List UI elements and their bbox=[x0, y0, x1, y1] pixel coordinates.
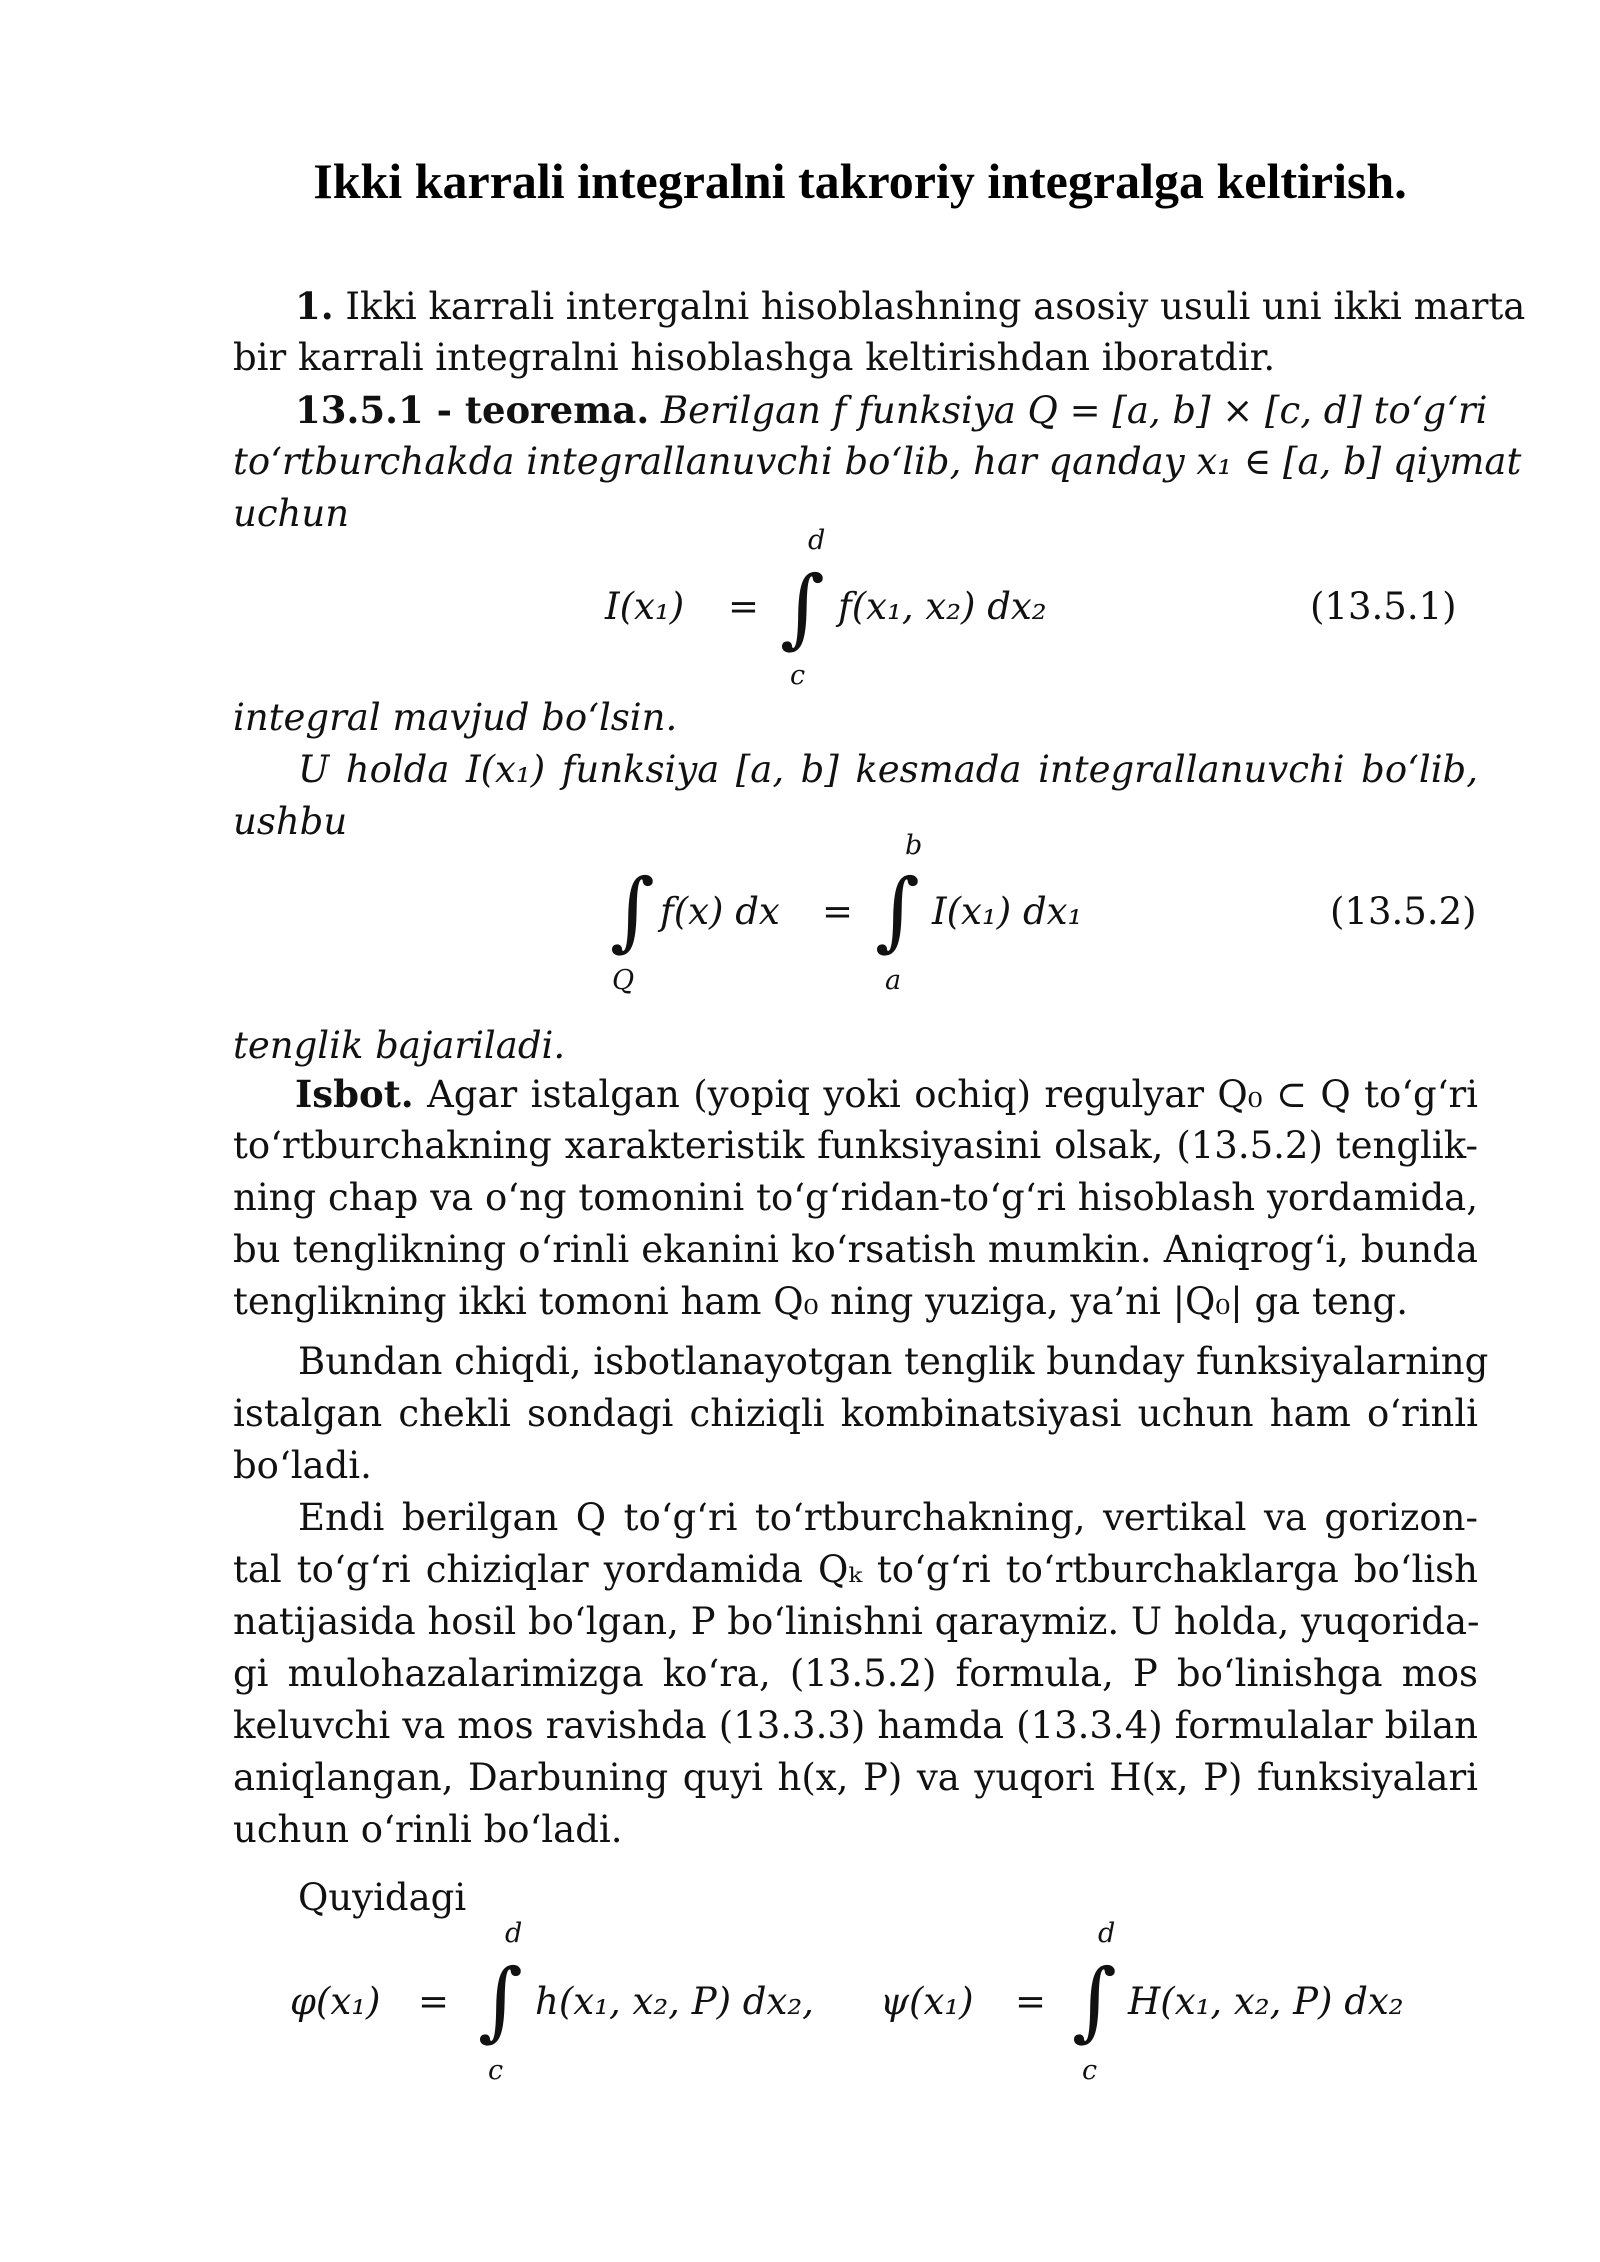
eq3-upper-2: d bbox=[1098, 1918, 1116, 1949]
eq3-lower-2: c bbox=[1082, 2055, 1098, 2086]
after-eq1-text: integral mavjud bo‘lsin. bbox=[233, 696, 678, 739]
eq3-equals-2: = bbox=[1015, 1980, 1047, 2023]
eq1-number: (13.5.1) bbox=[1310, 585, 1457, 628]
proof-label: Isbot. bbox=[295, 1072, 414, 1116]
quyidagi-text: Quyidagi bbox=[298, 1876, 467, 1919]
integral-sign: ∫ bbox=[478, 1951, 523, 2051]
eq3-integrand-1: h(x₁, x₂, P) dx₂, bbox=[535, 1980, 814, 2023]
eq1-lower-limit: c bbox=[790, 660, 806, 691]
integral-sign: ∫ bbox=[780, 558, 825, 658]
eq2-lower-left: Q bbox=[612, 965, 635, 996]
proof-text-1: Agar istalgan (yopiq yoki ochiq) regulyar Q₀ ⊂ Q to‘g‘ri bbox=[427, 1073, 1478, 1116]
intro-text-1: Ikki karrali intergalni hisoblashning asosiy usuli uni ikki marta bbox=[345, 285, 1526, 328]
eq3-upper-1: d bbox=[505, 1918, 523, 1949]
eq3-phi: φ(x₁) bbox=[290, 1980, 381, 2023]
then-line-1: U holda I(x₁) funksiya [a, b] kesmada integrallanuvchi bo‘lib, bbox=[298, 748, 1478, 791]
proof-line-5: tenglikning ikki tomoni ham Q₀ ning yuziga, ya’ni |Q₀| ga teng. bbox=[233, 1280, 1408, 1323]
para3-line-6: aniqlangan, Darbuning quyi h(x, P) va yuqori H(x, P) funksiyalari bbox=[233, 1756, 1478, 1799]
theorem-text-1: Berilgan f funksiya Q = [a, b] × [c, d] to‘g‘ri bbox=[660, 389, 1488, 432]
proof-line-2: to‘rtburchakning xarakteristik funksiyasini olsak, (13.5.2) tenglik- bbox=[233, 1124, 1478, 1167]
proof-line-3: ning chap va o‘ng tomonini to‘g‘ridan-to‘g‘ri hisoblash yordamida, bbox=[233, 1176, 1478, 1219]
para2-line-3: bo‘ladi. bbox=[233, 1444, 372, 1487]
para3-line-1: Endi berilgan Q to‘g‘ri to‘rtburchakning, vertikal va gorizon- bbox=[298, 1496, 1478, 1539]
eq2-lower-limit: a bbox=[885, 965, 902, 996]
eq3-equals-1: = bbox=[418, 1980, 450, 2023]
eq3-lower-1: c bbox=[488, 2055, 504, 2086]
eq2-rhs-integrand: I(x₁) dx₁ bbox=[932, 890, 1083, 933]
page-title: Ikki karrali integralni takroriy integralga keltirish. bbox=[313, 153, 1407, 209]
eq2-number: (13.5.2) bbox=[1330, 890, 1477, 933]
para2-line-1: Bundan chiqdi, isbotlanayotgan tenglik bunday funksiyalarning bbox=[298, 1340, 1489, 1383]
theorem-label: 13.5.1 - teorema. bbox=[295, 388, 650, 432]
intro-number: 1. bbox=[295, 284, 334, 328]
integral-sign: ∫ bbox=[1072, 1951, 1117, 2051]
integral-sign: ∫ bbox=[875, 861, 920, 961]
para3-line-4: gi mulohazalarimizga ko‘ra, (13.5.2) formula, P bo‘linishga mos bbox=[233, 1652, 1478, 1695]
para2-line-2: istalgan chekli sondagi chiziqli kombinatsiyasi uchun ham o‘rinli bbox=[233, 1392, 1478, 1435]
eq1-integrand: f(x₁, x₂) dx₂ bbox=[838, 585, 1047, 628]
para3-line-3: natijasida hosil bo‘lgan, P bo‘linishni qaraymiz. U holda, yuqorida- bbox=[233, 1600, 1480, 1643]
eq3-integrand-2: H(x₁, x₂, P) dx₂ bbox=[1128, 1980, 1404, 2023]
after-eq2-text: tenglik bajariladi. bbox=[233, 1024, 566, 1067]
theorem-line-3: uchun bbox=[233, 492, 350, 535]
proof-line-1 bbox=[295, 1068, 1478, 1121]
eq2-equals: = bbox=[822, 890, 854, 933]
integral-sign: ∫ bbox=[610, 861, 655, 961]
proof-line-4: bu tenglikning o‘rinli ekanini ko‘rsatish mumkin. Aniqrog‘i, bunda bbox=[233, 1228, 1478, 1271]
intro-line-2: bir karrali integralni hisoblashga keltirishdan iboratdir. bbox=[233, 336, 1276, 379]
eq3-psi: ψ(x₁) bbox=[880, 1980, 974, 2023]
eq2-lhs-integrand: f(x) dx bbox=[660, 890, 780, 933]
eq1-equals: = bbox=[728, 585, 760, 628]
para3-line-5: keluvchi va mos ravishda (13.3.3) hamda (13.3.4) formulalar bilan bbox=[233, 1704, 1478, 1747]
theorem-line-1 bbox=[295, 384, 1488, 437]
para3-line-2: tal to‘g‘ri chiziqlar yordamida Qₖ to‘g‘ri to‘rtburchaklarga bo‘lish bbox=[233, 1548, 1478, 1591]
eq2-upper-limit: b bbox=[905, 830, 923, 861]
then-line-2: ushbu bbox=[233, 800, 348, 843]
intro-line-1 bbox=[295, 280, 1526, 333]
eq1-lhs: I(x₁) bbox=[605, 585, 685, 628]
theorem-line-2: to‘rtburchakda integrallanuvchi bo‘lib, har qanday x₁ ∈ [a, b] qiymat bbox=[233, 440, 1522, 483]
para3-line-7: uchun o‘rinli bo‘ladi. bbox=[233, 1808, 623, 1851]
eq1-upper-limit: d bbox=[808, 525, 826, 556]
